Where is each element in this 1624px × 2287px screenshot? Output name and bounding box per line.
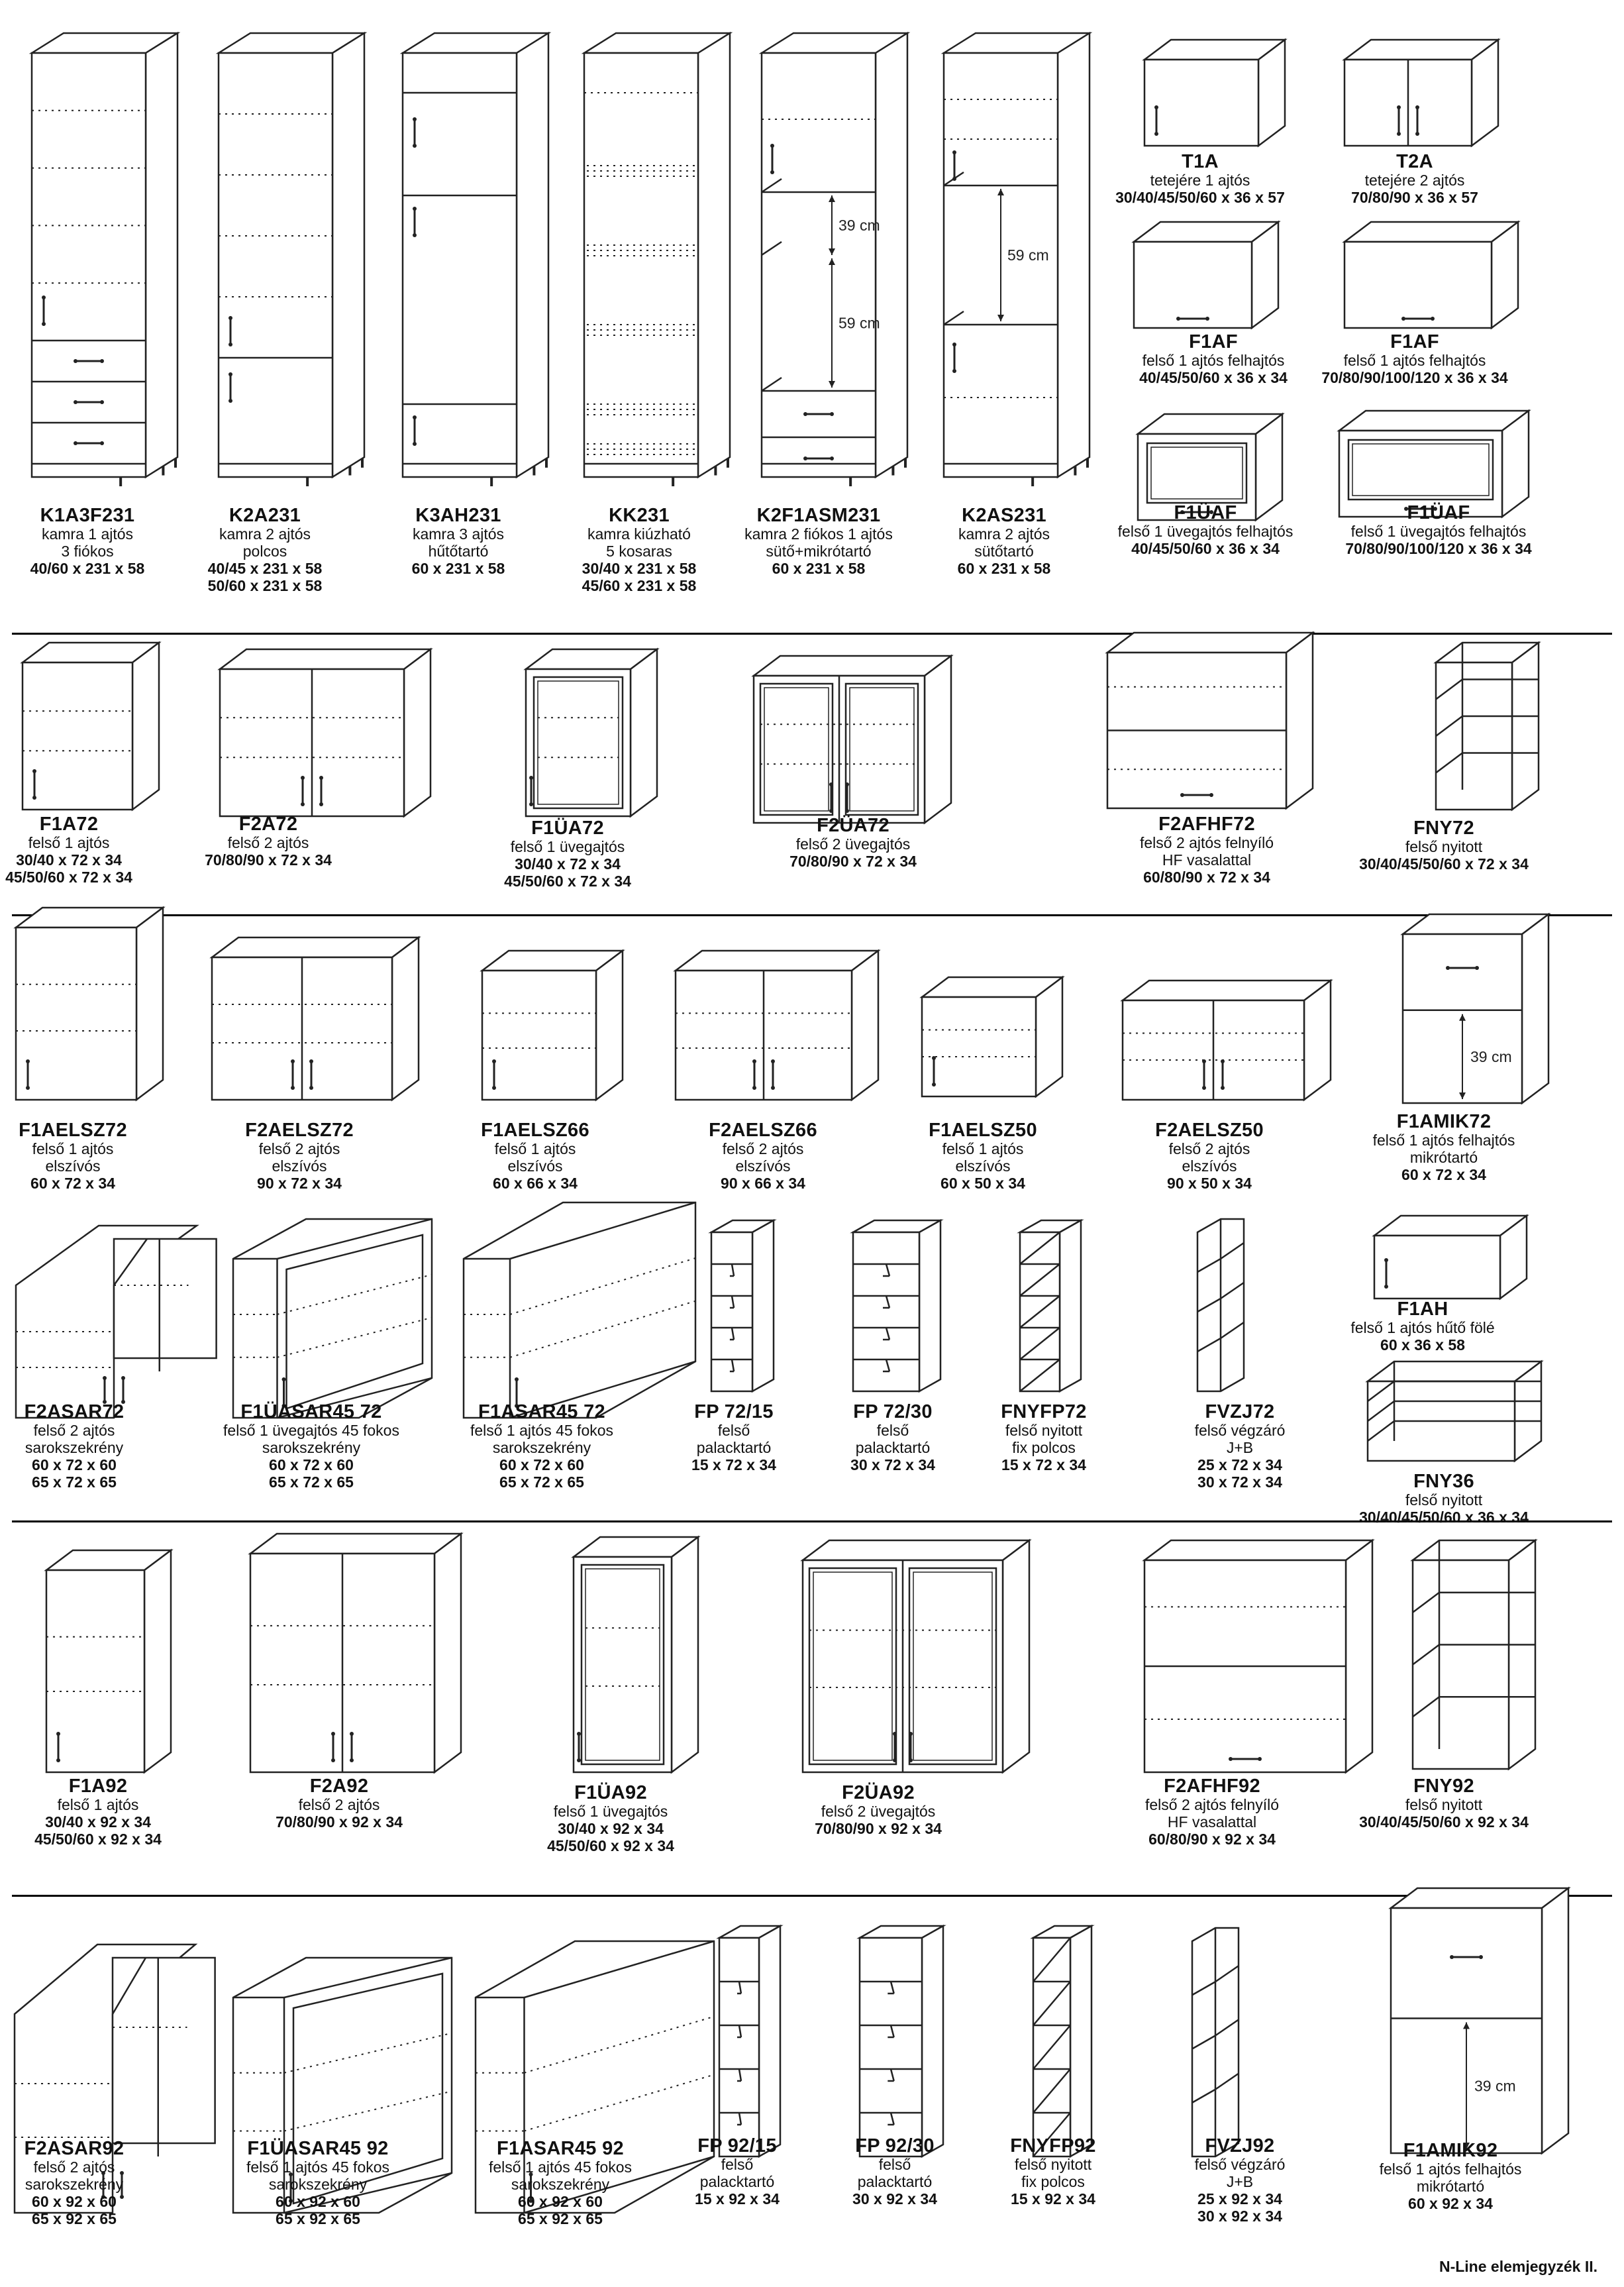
cabinet-code: FNY92 — [1413, 1776, 1474, 1797]
cabinet-code: F2AELSZ50 — [1155, 1120, 1264, 1141]
catalog-footer: N-Line elemjegyzék II. — [1439, 2258, 1598, 2275]
cabinet-label — [1338, 1776, 1550, 1831]
row-separator — [12, 633, 1612, 635]
cabinet-code: F1ÜAF — [1174, 502, 1237, 523]
cabinet-dimensions: 15 x 92 x 34 — [1011, 2190, 1095, 2207]
cabinet-dimensions: 25 x 72 x 34 — [1197, 1456, 1282, 1473]
cabinet-dimensions: 60 x 72 x 34 — [30, 1174, 115, 1192]
cabinet-dimensions: 60 x 231 x 58 — [772, 559, 866, 577]
cabinet-drawing — [9, 901, 170, 1120]
cabinet-description: felső nyitott — [1405, 838, 1483, 856]
cabinet-code: F2AFHF72 — [1158, 814, 1255, 835]
cabinet-description: felső 1 üvegajtós — [510, 838, 625, 856]
cabinet-code: F1ÜA72 — [531, 818, 604, 839]
cabinet-label — [971, 1401, 1117, 1474]
cabinet-label — [980, 2135, 1126, 2208]
cabinet-dimensions: 70/80/90 x 72 x 34 — [789, 853, 917, 871]
cabinet-dimensions: 60 x 231 x 58 — [411, 559, 505, 577]
cabinet-label — [1106, 1776, 1318, 1848]
cabinet-dimensions: 30/40/45/50/60 x 72 x 34 — [1359, 855, 1529, 873]
cabinet-label — [205, 2138, 431, 2227]
cabinet-dimensions: 90 x 72 x 34 — [257, 1174, 342, 1192]
cabinet-dimensions: 15 x 92 x 34 — [695, 2190, 780, 2207]
cabinet-dimensions: 45/50/60 x 92 x 34 — [34, 1830, 162, 1848]
cabinet-description: felső 2 ajtós — [33, 2158, 115, 2176]
cabinet-drawing — [937, 27, 1096, 497]
cabinet-code: F2ÜA92 — [842, 1782, 915, 1803]
cabinet-label — [379, 505, 538, 578]
cabinet-code: K2AS231 — [962, 505, 1046, 526]
cabinet-description: kamra 3 ajtós — [412, 525, 505, 543]
cabinet-description: felső — [721, 2156, 754, 2174]
cabinet-description: fix polcos — [1021, 2173, 1085, 2191]
cabinet-code: F1ÜASAR45 92 — [247, 2138, 389, 2159]
cabinet-description: sarokszekrény — [492, 1439, 591, 1457]
cabinet-description: felső 2 ajtós felnyíló — [1144, 1796, 1279, 1814]
cabinet-label — [0, 2138, 154, 2227]
cabinet-dimensions: 60 x 36 x 58 — [1380, 1336, 1465, 1354]
cabinet-dimensions: 30/40/45/50/60 x 92 x 34 — [1359, 1813, 1529, 1831]
cabinet-dimensions: 60 x 50 x 34 — [940, 1174, 1025, 1192]
cabinet-dimensions: 60 x 72 x 34 — [1401, 1165, 1486, 1183]
cabinet-description: felső 1 ajtós felhajtós — [1142, 352, 1285, 370]
cabinet-code: F1ÜASAR45 72 — [240, 1401, 382, 1422]
cabinet-label — [1107, 331, 1319, 387]
cabinet-description: felső végzáró — [1194, 2156, 1286, 2174]
cabinet-label — [786, 1782, 971, 1838]
cabinet-dimensions: 25 x 92 x 34 — [1197, 2190, 1282, 2207]
cabinet-description: felső 1 ajtós 45 fokos — [470, 1422, 614, 1440]
cabinet-description: felső 1 üvegajtós felhajtós — [1117, 523, 1294, 541]
cabinet-description: felső 1 ajtós — [28, 834, 110, 852]
cabinet-description: sütőtartó — [974, 543, 1034, 560]
cabinet-drawing — [1191, 1212, 1297, 1411]
cabinet-code: F2ÜA72 — [817, 815, 889, 836]
cabinet-drawing — [1138, 1534, 1379, 1792]
row-separator — [12, 1895, 1612, 1897]
cabinet-label — [925, 505, 1084, 578]
cabinet-code: F2ASAR92 — [24, 2138, 125, 2159]
cabinet-dimensions: 60 x 72 x 60 — [32, 1456, 117, 1473]
cabinet-dimensions: 30/40 x 92 x 34 — [45, 1813, 151, 1831]
cabinet-dimensions: 30/40 x 231 x 58 — [582, 559, 697, 577]
cabinet-label — [1302, 331, 1527, 387]
cabinet-code: FP 72/30 — [853, 1401, 933, 1422]
cabinet-code: F1A72 — [39, 814, 99, 835]
cabinet-label — [820, 1401, 966, 1474]
svg-text:39 cm: 39 cm — [1474, 2077, 1516, 2095]
cabinet-label — [1093, 502, 1318, 558]
cabinet-label — [0, 1120, 146, 1193]
cabinet-description: mikrótartó — [1416, 2178, 1485, 2196]
cabinet-dimensions: 90 x 66 x 34 — [721, 1174, 805, 1192]
cabinet-code: FNYFP92 — [1010, 2135, 1096, 2156]
cabinet-description: sarokszekrény — [25, 2176, 124, 2194]
cabinet-label — [182, 814, 354, 869]
cabinet-drawing — [1138, 33, 1292, 166]
cabinet-code: FP 92/30 — [855, 2135, 935, 2156]
cabinet-code: FVZJ92 — [1205, 2135, 1275, 2156]
cabinet-code: F2AFHF92 — [1164, 1776, 1260, 1797]
cabinet-drawing — [1429, 636, 1545, 829]
cabinet-label — [560, 505, 719, 594]
cabinet-dimensions: 60 x 72 x 60 — [269, 1456, 354, 1473]
cabinet-dimensions: 40/45 x 231 x 58 — [207, 559, 323, 577]
cabinet-drawing — [40, 1544, 178, 1792]
cabinet-description: 3 fiókos — [61, 543, 114, 560]
cabinet-drawing — [476, 944, 629, 1120]
cabinet-description: kamra 1 ajtós — [41, 525, 134, 543]
cabinet-dimensions: 30/40 x 72 x 34 — [16, 851, 122, 869]
cabinet-dimensions: 30/40/45/50/60 x 36 x 57 — [1115, 189, 1285, 207]
cabinet-dimensions: 70/80/90 x 72 x 34 — [205, 851, 332, 869]
cabinet-drawing — [396, 27, 555, 497]
cabinet-label — [1094, 151, 1306, 207]
cabinet-code: T2A — [1396, 151, 1433, 172]
cabinet-label — [903, 1120, 1062, 1193]
cabinet-dimensions: 50/60 x 231 x 58 — [207, 576, 323, 594]
cabinet-description: hűtőtartó — [428, 543, 489, 560]
cabinet-description: elszívós — [735, 1157, 791, 1175]
cabinet-code: FP 92/15 — [697, 2135, 777, 2156]
cabinet-label — [822, 2135, 968, 2208]
cabinet-drawing — [1338, 33, 1505, 166]
cabinet-label — [1107, 814, 1306, 886]
cabinet-dimensions: 60 x 231 x 58 — [957, 559, 1051, 577]
cabinet-drawing — [212, 27, 371, 497]
cabinet-dimensions: 30/40 x 92 x 34 — [558, 1820, 664, 1838]
cabinet-description: felső 1 ajtós — [494, 1140, 576, 1158]
cabinet-description: felső 2 ajtós — [1168, 1140, 1250, 1158]
cabinet-label — [213, 1120, 385, 1193]
cabinet-label — [726, 505, 911, 578]
cabinet-description: felső 1 ajtós — [32, 1140, 114, 1158]
cabinet-code: F1AF — [1189, 331, 1238, 352]
cabinet-code: F1AH — [1397, 1299, 1448, 1320]
cabinet-code: K2A231 — [228, 505, 301, 526]
cabinet-description: HF vasalattal — [1167, 1813, 1257, 1831]
cabinet-label — [1167, 1401, 1313, 1491]
cabinet-label — [760, 815, 946, 871]
cabinet-drawing — [1384, 1882, 1575, 2173]
cabinet-label — [1326, 502, 1551, 558]
cabinet-drawing — [519, 643, 664, 836]
svg-text:59 cm: 59 cm — [1007, 246, 1049, 264]
cabinet-drawing — [796, 1534, 1036, 1792]
cabinet-dimensions: 90 x 50 x 34 — [1167, 1174, 1252, 1192]
cabinet-label — [0, 814, 142, 886]
svg-text:59 cm: 59 cm — [838, 314, 880, 332]
cabinet-code: F1ASAR45 92 — [497, 2138, 624, 2159]
cabinet-dimensions: 60 x 92 x 60 — [32, 2192, 117, 2210]
cabinet-dimensions: 45/60 x 231 x 58 — [582, 576, 697, 594]
cabinet-drawing — [1116, 974, 1337, 1120]
cabinet-description: J+B — [1226, 1439, 1254, 1457]
cabinet-description: palacktartó — [699, 2173, 775, 2191]
cabinet-description: felső 2 ajtós — [298, 1796, 380, 1814]
cabinet-drawing — [1127, 215, 1285, 348]
cabinet-description: elszívós — [507, 1157, 563, 1175]
cabinet-dimensions: 30 x 92 x 34 — [1197, 2207, 1282, 2225]
cabinet-drawing — [1406, 1534, 1542, 1789]
cabinet-description: felső 1 üvegajtós — [553, 1803, 668, 1821]
cabinet-dimensions: 30 x 92 x 34 — [852, 2190, 937, 2207]
cabinet-label — [677, 1120, 849, 1193]
cabinet-description: mikrótartó — [1409, 1149, 1478, 1167]
cabinet-description: sarokszekrény — [25, 1439, 124, 1457]
cabinet-dimensions: 60 x 92 x 60 — [518, 2192, 603, 2210]
cabinet-description: kamra 2 fiókos 1 ajtós — [744, 525, 893, 543]
cabinet-code: F1AELSZ66 — [481, 1120, 589, 1141]
cabinet-description: felső 2 üvegajtós — [795, 835, 911, 853]
cabinet-description: elszívós — [955, 1157, 1011, 1175]
cabinet-description: kamra 2 ajtós — [219, 525, 311, 543]
cabinet-dimensions: 15 x 72 x 34 — [1001, 1456, 1086, 1473]
cabinet-code: F2A92 — [309, 1776, 369, 1797]
cabinet-description: felső nyitott — [1005, 1422, 1083, 1440]
cabinet-code: FNYFP72 — [1001, 1401, 1087, 1422]
cabinet-label — [1309, 151, 1521, 207]
cabinet-description: sarokszekrény — [268, 2176, 368, 2194]
cabinet-dimensions: 65 x 92 x 65 — [518, 2209, 603, 2227]
cabinet-description: felső 1 ajtós — [942, 1140, 1024, 1158]
cabinet-description: elszívós — [1182, 1157, 1237, 1175]
cabinet-label — [185, 505, 344, 594]
cabinet-dimensions: 65 x 72 x 65 — [269, 1473, 354, 1491]
cabinet-dimensions: 45/50/60 x 72 x 34 — [5, 868, 132, 886]
cabinet-code: FP 72/15 — [694, 1401, 774, 1422]
cabinet-drawing — [846, 1214, 947, 1411]
cabinet-code: F2AELSZ66 — [709, 1120, 817, 1141]
cabinet-description: HF vasalattal — [1162, 851, 1252, 869]
cabinet-code: T1A — [1182, 151, 1219, 172]
cabinet-description: palacktartó — [857, 2173, 933, 2191]
cabinet-description: felső 1 ajtós felhajtós — [1372, 1132, 1515, 1149]
cabinet-dimensions: 60/80/90 x 72 x 34 — [1143, 868, 1270, 886]
cabinet-label — [0, 1401, 154, 1491]
cabinet-dimensions: 70/80/90 x 92 x 34 — [276, 1813, 403, 1831]
row-separator — [12, 914, 1612, 916]
cabinet-label — [461, 2138, 660, 2227]
cabinet-code: F1ÜAF — [1407, 502, 1470, 523]
cabinet-drawing — [1338, 215, 1525, 348]
cabinet-dimensions: 30 x 72 x 34 — [850, 1456, 935, 1473]
cabinet-dimensions: 60 x 66 x 34 — [493, 1174, 578, 1192]
cabinet-drawing — [244, 1527, 468, 1792]
cabinet-dimensions: 40/60 x 231 x 58 — [30, 559, 145, 577]
cabinet-description: felső 1 ajtós 45 fokos — [246, 2158, 390, 2176]
cabinet-description: felső 2 ajtós felnyíló — [1139, 834, 1274, 852]
cabinet-code: F1AMIK72 — [1396, 1111, 1492, 1132]
cabinet-dimensions: 45/50/60 x 92 x 34 — [547, 1836, 674, 1854]
cabinet-code: F2AELSZ72 — [245, 1120, 354, 1141]
cabinet-dimensions: 60 x 72 x 60 — [499, 1456, 584, 1473]
cabinet-label — [1345, 1111, 1543, 1184]
cabinet-drawing — [213, 643, 437, 836]
cabinet-description: 5 kosaras — [606, 543, 672, 560]
cabinet-description: felső 2 ajtós — [33, 1422, 115, 1440]
cabinet-code: KK231 — [609, 505, 670, 526]
cabinet-description: felső 2 üvegajtós — [821, 1803, 936, 1821]
cabinet-dimensions: 15 x 72 x 34 — [691, 1456, 776, 1473]
cabinet-code: FNY36 — [1413, 1471, 1474, 1492]
cabinet-description: felső 1 ajtós felhajtós — [1379, 2160, 1522, 2178]
cabinet-label — [199, 1401, 424, 1491]
cabinet-dimensions: 30/40/45/50/60 x 36 x 34 — [1359, 1509, 1529, 1526]
cabinet-label — [1167, 2135, 1313, 2225]
cabinet-label — [1351, 2140, 1550, 2213]
cabinet-description: tetejére 2 ajtós — [1364, 172, 1465, 189]
cabinet-label — [661, 1401, 807, 1474]
cabinet-dimensions: 40/45/50/60 x 36 x 34 — [1131, 540, 1280, 558]
cabinet-dimensions: 70/80/90/100/120 x 36 x 34 — [1345, 540, 1532, 558]
cabinet-code: F1A92 — [68, 1776, 128, 1797]
cabinet-label — [1123, 1120, 1295, 1193]
cabinet-dimensions: 70/80/90 x 92 x 34 — [815, 1820, 942, 1838]
cabinet-code: FVZJ72 — [1205, 1401, 1275, 1422]
cabinet-description: felső nyitott — [1405, 1491, 1483, 1509]
cabinet-code: F1AMIK92 — [1403, 2140, 1498, 2161]
cabinet-description: felső nyitott — [1405, 1796, 1483, 1814]
cabinet-description: felső 1 ajtós hűtő fölé — [1350, 1319, 1495, 1337]
cabinet-label — [442, 1401, 641, 1491]
cabinet-description: felső 1 ajtós 45 fokos — [488, 2158, 633, 2176]
cabinet-dimensions: 65 x 72 x 65 — [32, 1473, 117, 1491]
cabinet-description: felső 1 üvegajtós felhajtós — [1350, 523, 1527, 541]
cabinet-dimensions: 30/40 x 72 x 34 — [515, 855, 621, 873]
cabinet-description: sarokszekrény — [511, 2176, 610, 2194]
cabinet-dimensions: 60 x 92 x 60 — [276, 2192, 360, 2210]
cabinet-description: felső — [717, 1422, 750, 1440]
cabinet-code: FNY72 — [1413, 818, 1474, 839]
cabinet-dimensions: 40/45/50/60 x 36 x 34 — [1139, 369, 1288, 387]
cabinet-code: F1AF — [1390, 331, 1439, 352]
cabinet-code: F2A72 — [238, 814, 298, 835]
cabinet-description: felső nyitott — [1014, 2156, 1092, 2174]
cabinet-code: F1ASAR45 72 — [478, 1401, 605, 1422]
cabinet-label — [1338, 1471, 1550, 1526]
cabinet-description: felső 2 ajtós — [258, 1140, 340, 1158]
cabinet-code: K1A3F231 — [40, 505, 135, 526]
cabinet-drawing — [1396, 908, 1555, 1123]
cabinet-description: felső — [878, 2156, 911, 2174]
cabinet-drawing — [705, 1214, 780, 1411]
cabinet-label — [456, 1120, 615, 1193]
cabinet-label — [1323, 1299, 1522, 1354]
cabinet-label — [488, 818, 647, 890]
cabinet-dimensions: 65 x 92 x 65 — [32, 2209, 117, 2227]
cabinet-description: felső 2 ajtós — [722, 1140, 804, 1158]
cabinet-drawing — [1361, 1355, 1548, 1481]
cabinet-label — [525, 1782, 697, 1855]
cabinet-description: palacktartó — [855, 1439, 931, 1457]
cabinet-description: felső végzáró — [1194, 1422, 1286, 1440]
cabinet-code: F1AELSZ50 — [929, 1120, 1037, 1141]
cabinet-code: F2ASAR72 — [24, 1401, 125, 1422]
cabinet-code: F1ÜA92 — [574, 1782, 647, 1803]
cabinet-drawing — [669, 944, 885, 1120]
cabinet-description: palacktartó — [696, 1439, 772, 1457]
cabinet-description: felső 2 ajtós — [227, 834, 309, 852]
cabinet-description: felső — [876, 1422, 909, 1440]
svg-text:39 cm: 39 cm — [838, 217, 880, 234]
cabinet-code: K3AH231 — [415, 505, 501, 526]
cabinet-drawing — [1101, 626, 1319, 828]
cabinet-drawing — [16, 636, 166, 829]
cabinet-dimensions: 65 x 72 x 65 — [499, 1473, 584, 1491]
cabinet-label — [664, 2135, 810, 2208]
cabinet-label — [1345, 818, 1543, 873]
cabinet-dimensions: 60 x 92 x 34 — [1408, 2194, 1493, 2212]
cabinet-description: fix polcos — [1012, 1439, 1076, 1457]
cabinet-dimensions: 30 x 72 x 34 — [1197, 1473, 1282, 1491]
cabinet-description: polcos — [242, 543, 287, 560]
cabinet-dimensions: 45/50/60 x 72 x 34 — [504, 872, 631, 890]
svg-text:39 cm: 39 cm — [1470, 1047, 1512, 1065]
cabinet-description: J+B — [1226, 2173, 1254, 2191]
cabinet-description: elszívós — [45, 1157, 101, 1175]
cabinet-description: sütő+mikrótartó — [766, 543, 872, 560]
cabinet-code: F1AELSZ72 — [19, 1120, 127, 1141]
cabinet-drawing — [205, 931, 425, 1120]
cabinet-drawing — [1013, 1214, 1088, 1411]
cabinet-dimensions: 60/80/90 x 92 x 34 — [1148, 1830, 1276, 1848]
cabinet-label — [8, 505, 167, 578]
cabinet-drawing — [25, 27, 184, 497]
cabinet-description: felső 1 ajtós felhajtós — [1343, 352, 1486, 370]
cabinet-drawing — [578, 27, 736, 497]
cabinet-description: felső 1 üvegajtós 45 fokos — [223, 1422, 399, 1440]
cabinet-description: kamra 2 ajtós — [958, 525, 1050, 543]
cabinet-label — [12, 1776, 184, 1848]
cabinet-drawing — [567, 1530, 705, 1792]
cabinet-dimensions: 70/80/90 x 36 x 57 — [1351, 189, 1478, 207]
cabinet-description: elszívós — [272, 1157, 327, 1175]
cabinet-drawing — [915, 971, 1069, 1116]
cabinet-description: tetejére 1 ajtós — [1150, 172, 1250, 189]
cabinet-drawing — [755, 27, 914, 497]
cabinet-label — [253, 1776, 425, 1831]
cabinet-drawing — [747, 649, 958, 843]
cabinet-code: K2F1ASM231 — [756, 505, 881, 526]
cabinet-description: felső 1 ajtós — [57, 1796, 139, 1814]
cabinet-dimensions: 65 x 92 x 65 — [276, 2209, 360, 2227]
cabinet-dimensions: 70/80/90/100/120 x 36 x 34 — [1321, 369, 1508, 387]
cabinet-description: kamra kiúzható — [587, 525, 691, 543]
cabinet-description: sarokszekrény — [262, 1439, 361, 1457]
